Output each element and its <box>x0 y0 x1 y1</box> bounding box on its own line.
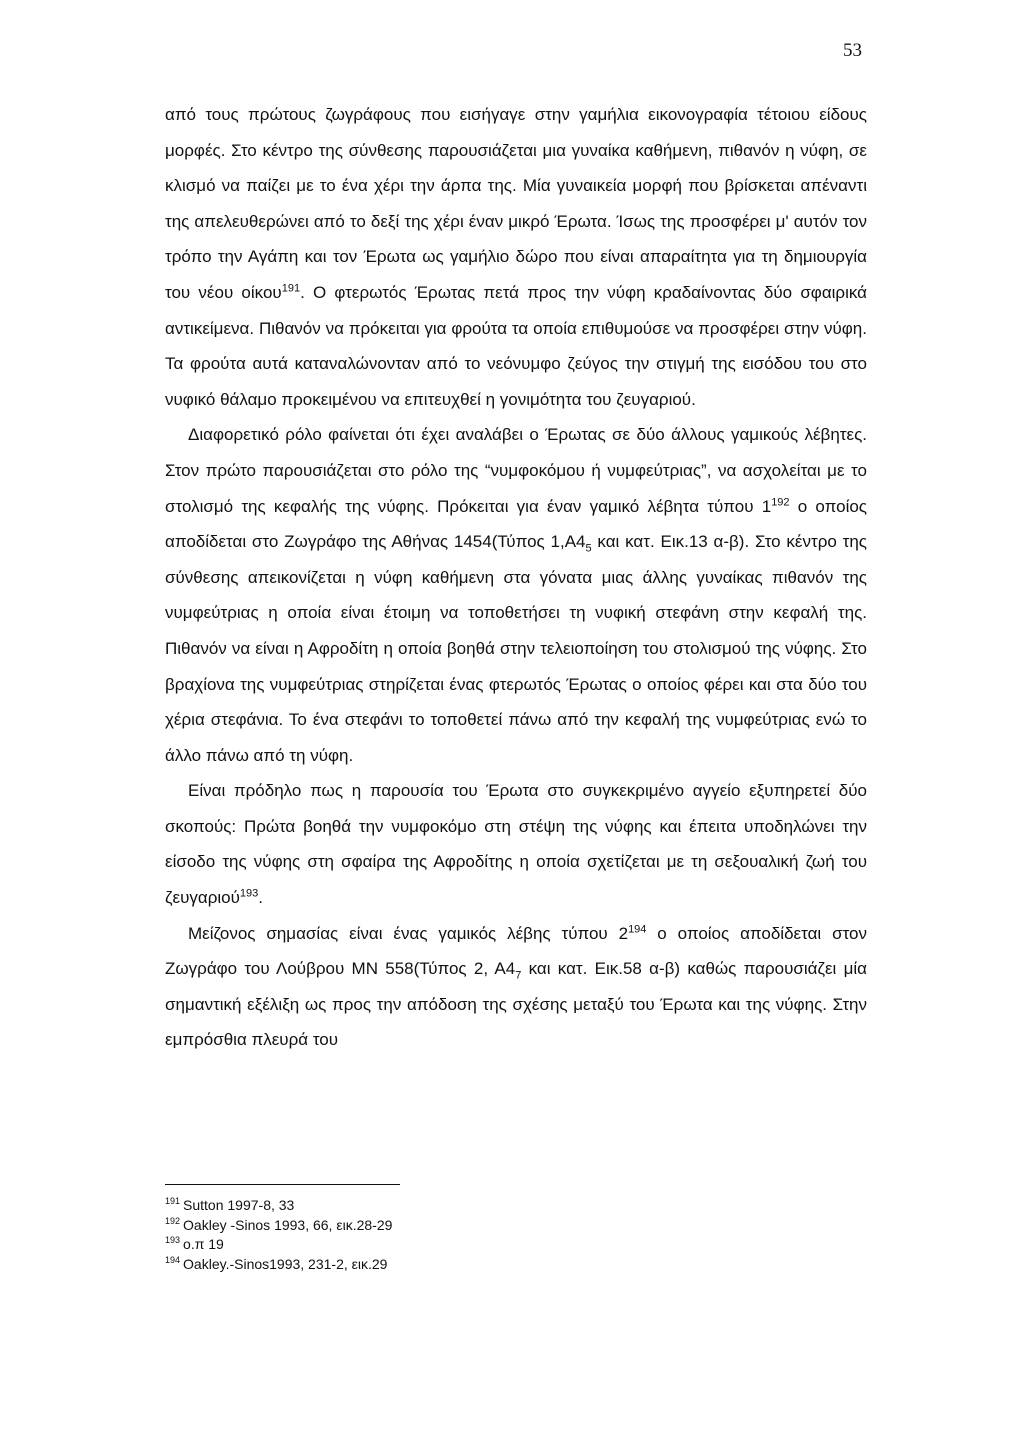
footnote-separator <box>165 1184 400 1185</box>
footnote-ref: 192 <box>771 495 790 508</box>
footnote-text: Oakley -Sinos 1993, 66, εικ.28-29 <box>183 1216 393 1233</box>
footnote-text: Oakley.-Sinos1993, 231-2, εικ.29 <box>183 1255 388 1272</box>
footnote-number: 194 <box>165 1254 181 1265</box>
footnote-ref: 191 <box>281 282 301 295</box>
text-run: ο οποίος αποδίδεται στο Ζωγράφο της Αθήνας 1454(Τύπος 1,Α4 <box>165 496 867 552</box>
text-run: και κατ. Εικ.58 α-β) καθώς παρουσιάζει μία σημαντική εξέλιξη ως προς την απόδοση της σχέσης μεταξύ του Έρωτα και της νύφης. Στην εμπρόσθια πλευρά του <box>165 959 867 1050</box>
footnote-text: ο.π 19 <box>183 1236 224 1252</box>
footnote-text: Sutton 1997-8, 33 <box>183 1197 295 1213</box>
footnote <box>165 1216 665 1236</box>
text-run: Είναι πρόδηλο πως η παρουσία του Έρωτα στο συγκεκριμένο αγγείο εξυπηρετεί δύο σκοπούς: Πρώτα βοηθά την νυμφοκόμο στη στέψη της νύφης και έπειτα υποδηλώνει την είσοδο της νύφης στη σφαίρα της Αφροδίτης η οποία σχετίζεται με τη σεξουαλική ζωή του ζευγαριού <box>165 781 867 908</box>
subscript: 5 <box>585 542 592 555</box>
text-run: Διαφορετικό ρόλο φαίνεται ότι έχει αναλάβει ο Έρωτας σε δύο άλλους γαμικούς λέβητες. Στον πρώτο παρουσιάζεται στο ρόλο της “νυμφοκόμου ή νυμφεύτριας”, να ασχολείται με το στολισμό της κεφαλής της νύφης. Πρόκειται για έναν γαμικό λέβητα τύπου 1 <box>165 425 867 516</box>
page-number: 53 <box>843 40 862 61</box>
footnote-ref: 193 <box>239 887 259 900</box>
footnote-number: 191 <box>165 1196 181 1207</box>
footnotes <box>165 1196 665 1274</box>
text-run: Μείζονος σημασίας είναι ένας γαμικός λέβης τύπου 2 <box>188 923 629 943</box>
footnote-number: 192 <box>165 1215 181 1226</box>
paragraph <box>165 97 867 417</box>
body-text <box>165 97 867 1058</box>
paragraph <box>165 773 867 915</box>
paragraph <box>165 417 867 773</box>
footnote-number: 193 <box>165 1235 181 1246</box>
text-run: . <box>258 888 263 908</box>
footnote-ref: 194 <box>628 923 647 935</box>
text-run: και κατ. Εικ.13 α-β). Στο κέντρο της σύνθεσης απεικονίζεται η νύφη καθήμενη στα γόνατα μιας άλλης γυναίκας πιθανόν της νυμφεύτριας η οποία είναι έτοιμη να τοποθετήσει τη νυφική στεφάνη στην κεφαλή της. Πιθανόν να είναι η Αφροδίτη η οποία βοηθά στην τελειοποίηση του στολισμού της νύφης. Στο βραχίονα της νυμφεύτριας στηρίζεται ένας φτερωτός Έρωτας ο οποίος φέρει και στα δύο του χέρια στεφάνια. Το ένα στεφάνι το τοποθετεί πάνω από την κεφαλή της νυμφεύτριας ενώ το άλλο πάνω από τη νύφη. <box>165 532 868 765</box>
subscript: 7 <box>515 969 522 982</box>
footnote <box>165 1196 665 1216</box>
text-run: . Ο φτερωτός Έρωτας πετά προς την νύφη κραδαίνοντας δύο σφαιρικά αντικείμενα. Πιθανόν να πρόκειται για φρούτα τα οποία επιθυμούσε να προσφέρει στην νύφη. Τα φρούτα αυτά καταναλώνονταν από το νεόνυμφο ζεύγος την στιγμή της εισόδου του στο νυφικό θάλαμο προκειμένου να επιτευχθεί η γονιμότητα του ζευγαριού. <box>165 282 868 409</box>
text-run: από τους πρώτους ζωγράφους που εισήγαγε στην γαμήλια εικονογραφία τέτοιου είδους μορφές. Στο κέντρο της σύνθεσης παρουσιάζεται μια γυναίκα καθήμενη, πιθανόν η νύφη, σε κλισμό να παίζει με το ένα χέρι την άρπα της. Μία γυναικεία μορφή που βρίσκεται απέναντι της απελευθερώνει από το δεξί της χέρι έναν μικρό Έρωτα. Ίσως της προσφέρει μ' αυτόν τον τρόπο την Αγάπη και τον Έρωτα ως γαμήλιο δώρο που είναι απαραίτητα για τη δημιουργία του νέου οίκου <box>165 105 867 302</box>
footnote <box>165 1235 665 1255</box>
paragraph <box>165 916 867 1058</box>
footnote <box>165 1255 665 1275</box>
text-run: ο οποίος αποδίδεται στον Ζωγράφο του Λούβρου ΜΝ 558(Τύπος 2, Α4 <box>165 923 867 979</box>
